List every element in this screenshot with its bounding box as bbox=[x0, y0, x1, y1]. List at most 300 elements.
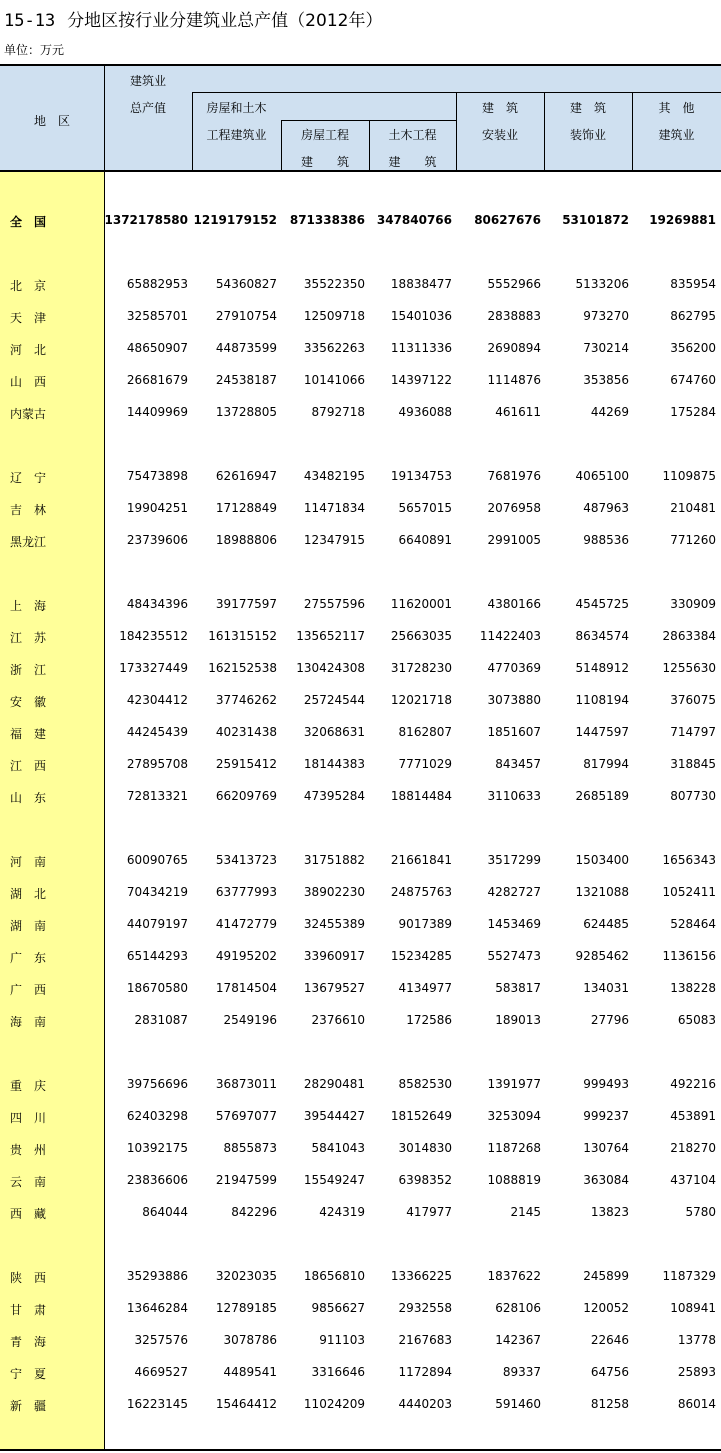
header-other-line2: 建筑业 bbox=[658, 128, 695, 142]
header-install-line1: 建 筑 bbox=[481, 101, 518, 115]
table-cell: 318845 bbox=[670, 757, 716, 771]
region-name: 青 海 bbox=[10, 1335, 47, 1349]
table-cell: 1453469 bbox=[487, 917, 541, 931]
table-cell: 6398352 bbox=[398, 1173, 452, 1187]
table-cell: 28290481 bbox=[303, 1077, 365, 1091]
table-cell: 376075 bbox=[670, 693, 716, 707]
table-cell: 862795 bbox=[670, 309, 716, 323]
table-row bbox=[0, 1068, 721, 1100]
table-cell: 730214 bbox=[583, 341, 629, 355]
table-cell: 15464412 bbox=[215, 1397, 277, 1411]
table-cell: 1447597 bbox=[575, 725, 629, 739]
header-housing-line2: 建 筑 bbox=[300, 155, 349, 169]
table-cell: 42304412 bbox=[126, 693, 188, 707]
table-cell: 89337 bbox=[502, 1365, 541, 1379]
table-cell: 18988806 bbox=[215, 533, 277, 547]
table-cell: 18656810 bbox=[303, 1269, 365, 1283]
table-cell: 49195202 bbox=[215, 949, 277, 963]
table-cell: 12021718 bbox=[390, 693, 452, 707]
table-row bbox=[0, 748, 721, 780]
table-cell: 1851607 bbox=[487, 725, 541, 739]
table-row bbox=[0, 1196, 721, 1228]
table-cell: 1136156 bbox=[662, 949, 716, 963]
region-name: 黑龙江 bbox=[10, 535, 47, 549]
table-cell: 108941 bbox=[670, 1301, 716, 1315]
table-cell: 40231438 bbox=[215, 725, 277, 739]
table-cell: 15401036 bbox=[390, 309, 452, 323]
region-name: 天 津 bbox=[10, 311, 47, 325]
table-cell: 53413723 bbox=[215, 853, 277, 867]
table-cell: 25663035 bbox=[390, 629, 452, 643]
header-install-line2: 安装业 bbox=[481, 128, 518, 142]
table-row bbox=[0, 332, 721, 364]
table-cell: 25893 bbox=[677, 1365, 716, 1379]
table-cell: 48650907 bbox=[126, 341, 188, 355]
table-cell: 210481 bbox=[670, 501, 716, 515]
table-cell: 999493 bbox=[583, 1077, 629, 1091]
region-name: 北 京 bbox=[10, 279, 47, 293]
table-cell: 12347915 bbox=[303, 533, 365, 547]
table-cell: 674760 bbox=[670, 373, 716, 387]
table-cell: 65083 bbox=[677, 1013, 716, 1027]
table-cell: 13366225 bbox=[390, 1269, 452, 1283]
table-cell: 583817 bbox=[495, 981, 541, 995]
table-cell: 189013 bbox=[495, 1013, 541, 1027]
table-row bbox=[0, 620, 721, 652]
table-cell: 39544427 bbox=[303, 1109, 365, 1123]
table-row bbox=[0, 684, 721, 716]
table-cell: 1837622 bbox=[487, 1269, 541, 1283]
table-cell: 5657015 bbox=[398, 501, 452, 515]
region-name: 甘 肃 bbox=[10, 1303, 47, 1317]
table-cell: 53101872 bbox=[562, 213, 629, 227]
table-header bbox=[0, 64, 721, 172]
table-cell: 2167683 bbox=[398, 1333, 452, 1347]
table-cell: 120052 bbox=[583, 1301, 629, 1315]
table-cell: 3517299 bbox=[487, 853, 541, 867]
table-cell: 492216 bbox=[670, 1077, 716, 1091]
table-cell: 1656343 bbox=[662, 853, 716, 867]
table-cell: 4134977 bbox=[398, 981, 452, 995]
table-row-national-total bbox=[0, 204, 721, 236]
table-cell: 27796 bbox=[590, 1013, 629, 1027]
table-cell: 15234285 bbox=[390, 949, 452, 963]
table-cell: 33960917 bbox=[303, 949, 365, 963]
table-cell: 65144293 bbox=[126, 949, 188, 963]
header-region: 地 区 bbox=[33, 114, 70, 128]
table-row bbox=[0, 364, 721, 396]
table-cell: 21661841 bbox=[390, 853, 452, 867]
table-row bbox=[0, 876, 721, 908]
table-cell: 2376610 bbox=[311, 1013, 365, 1027]
region-name: 新 疆 bbox=[10, 1399, 47, 1413]
region-name: 浙 江 bbox=[10, 663, 47, 677]
table-cell: 7681976 bbox=[487, 469, 541, 483]
table-cell: 172586 bbox=[406, 1013, 452, 1027]
table-cell: 624485 bbox=[583, 917, 629, 931]
table-cell: 1108194 bbox=[575, 693, 629, 707]
table-cell: 871338386 bbox=[289, 213, 365, 227]
table-cell: 363084 bbox=[583, 1173, 629, 1187]
header-decor-line2: 装饰业 bbox=[569, 128, 606, 142]
table-cell: 864044 bbox=[142, 1205, 188, 1219]
table-cell: 13778 bbox=[677, 1333, 716, 1347]
table-cell: 35522350 bbox=[303, 277, 365, 291]
table-cell: 44873599 bbox=[215, 341, 277, 355]
table-row bbox=[0, 588, 721, 620]
table-cell: 4380166 bbox=[487, 597, 541, 611]
region-name: 湖 南 bbox=[10, 919, 47, 933]
table-cell: 8634574 bbox=[575, 629, 629, 643]
table-cell: 26681679 bbox=[126, 373, 188, 387]
table-cell: 64756 bbox=[590, 1365, 629, 1379]
table-row bbox=[0, 1132, 721, 1164]
table-cell: 453891 bbox=[670, 1109, 716, 1123]
table-cell: 41472779 bbox=[215, 917, 277, 931]
table-cell: 184235512 bbox=[119, 629, 188, 643]
table-cell: 5841043 bbox=[311, 1141, 365, 1155]
table-cell: 17128849 bbox=[215, 501, 277, 515]
region-name: 贵 州 bbox=[10, 1143, 47, 1157]
table-cell: 4282727 bbox=[487, 885, 541, 899]
table-cell: 528464 bbox=[670, 917, 716, 931]
table-cell: 424319 bbox=[319, 1205, 365, 1219]
table-cell: 11471834 bbox=[303, 501, 365, 515]
table-row bbox=[0, 524, 721, 556]
table-cell: 134031 bbox=[583, 981, 629, 995]
header-housing-civil-line1: 房屋和土木 bbox=[206, 101, 267, 115]
table-cell: 135652117 bbox=[296, 629, 365, 643]
table-cell: 17814504 bbox=[215, 981, 277, 995]
table-cell: 3073880 bbox=[487, 693, 541, 707]
table-cell: 3257576 bbox=[134, 1333, 188, 1347]
table-cell: 35293886 bbox=[126, 1269, 188, 1283]
table-cell: 130764 bbox=[583, 1141, 629, 1155]
table-cell: 330909 bbox=[670, 597, 716, 611]
table-cell: 32455389 bbox=[303, 917, 365, 931]
table-cell: 32023035 bbox=[215, 1269, 277, 1283]
region-name: 广 西 bbox=[10, 983, 47, 997]
table-cell: 62403298 bbox=[126, 1109, 188, 1123]
table-cell: 32585701 bbox=[126, 309, 188, 323]
table-cell: 1391977 bbox=[487, 1077, 541, 1091]
table-cell: 8792718 bbox=[311, 405, 365, 419]
table-row bbox=[0, 460, 721, 492]
table-cell: 11422403 bbox=[479, 629, 541, 643]
table-cell: 57697077 bbox=[215, 1109, 277, 1123]
table-cell: 81258 bbox=[590, 1397, 629, 1411]
table-cell: 12789185 bbox=[215, 1301, 277, 1315]
table-cell: 4065100 bbox=[575, 469, 629, 483]
table-cell: 3316646 bbox=[311, 1365, 365, 1379]
table-row bbox=[0, 652, 721, 684]
header-total-line2: 总产值 bbox=[129, 101, 166, 115]
table-row bbox=[0, 300, 721, 332]
table-cell: 5527473 bbox=[487, 949, 541, 963]
table-cell: 10141066 bbox=[303, 373, 365, 387]
table-cell: 13646284 bbox=[126, 1301, 188, 1315]
table-cell: 1114876 bbox=[487, 373, 541, 387]
table-cell: 1503400 bbox=[575, 853, 629, 867]
table-cell: 4936088 bbox=[398, 405, 452, 419]
table-cell: 66209769 bbox=[215, 789, 277, 803]
table-cell: 37746262 bbox=[215, 693, 277, 707]
table-cell: 591460 bbox=[495, 1397, 541, 1411]
table-cell: 1172894 bbox=[398, 1365, 452, 1379]
table-cell: 4489541 bbox=[223, 1365, 277, 1379]
region-name: 江 苏 bbox=[10, 631, 47, 645]
header-housing-line1: 房屋工程 bbox=[300, 128, 349, 142]
table-cell: 75473898 bbox=[126, 469, 188, 483]
table-cell: 25724544 bbox=[303, 693, 365, 707]
header-civil-line2: 建 筑 bbox=[388, 155, 437, 169]
table-cell: 2145 bbox=[510, 1205, 541, 1219]
table-cell: 44079197 bbox=[126, 917, 188, 931]
table-cell: 175284 bbox=[670, 405, 716, 419]
table-cell: 19904251 bbox=[126, 501, 188, 515]
table-row bbox=[0, 716, 721, 748]
table-cell: 2863384 bbox=[662, 629, 716, 643]
table-cell: 8855873 bbox=[223, 1141, 277, 1155]
table-cell: 3014830 bbox=[398, 1141, 452, 1155]
table-cell: 162152538 bbox=[208, 661, 277, 675]
table-cell: 843457 bbox=[495, 757, 541, 771]
table-cell: 13728805 bbox=[215, 405, 277, 419]
table-cell: 60090765 bbox=[126, 853, 188, 867]
table-cell: 63777993 bbox=[215, 885, 277, 899]
table-cell: 835954 bbox=[670, 277, 716, 291]
table-cell: 48434396 bbox=[126, 597, 188, 611]
table-cell: 44269 bbox=[590, 405, 629, 419]
region-name: 全 国 bbox=[10, 215, 47, 229]
table-cell: 2690894 bbox=[487, 341, 541, 355]
table-cell: 25915412 bbox=[215, 757, 277, 771]
table-cell: 47395284 bbox=[303, 789, 365, 803]
table-row bbox=[0, 972, 721, 1004]
table-cell: 8582530 bbox=[398, 1077, 452, 1091]
table-cell: 5552966 bbox=[487, 277, 541, 291]
table-cell: 1255630 bbox=[662, 661, 716, 675]
table-cell: 356200 bbox=[670, 341, 716, 355]
table-cell: 18152649 bbox=[390, 1109, 452, 1123]
table-cell: 1321088 bbox=[575, 885, 629, 899]
table-cell: 2932558 bbox=[398, 1301, 452, 1315]
table-cell: 173327449 bbox=[119, 661, 188, 675]
table-cell: 27895708 bbox=[126, 757, 188, 771]
table-cell: 138228 bbox=[670, 981, 716, 995]
table-cell: 9017389 bbox=[398, 917, 452, 931]
table-cell: 988536 bbox=[583, 533, 629, 547]
table-cell: 771260 bbox=[670, 533, 716, 547]
table-cell: 27557596 bbox=[303, 597, 365, 611]
page-title bbox=[4, 6, 382, 31]
region-name: 山 东 bbox=[10, 791, 47, 805]
region-name: 河 南 bbox=[10, 855, 47, 869]
table-row bbox=[0, 268, 721, 300]
table-row bbox=[0, 1100, 721, 1132]
table-cell: 2838883 bbox=[487, 309, 541, 323]
table-cell: 22646 bbox=[590, 1333, 629, 1347]
table-cell: 14397122 bbox=[390, 373, 452, 387]
table-row bbox=[0, 780, 721, 812]
table-cell: 628106 bbox=[495, 1301, 541, 1315]
table-cell: 13679527 bbox=[303, 981, 365, 995]
table-cell: 218270 bbox=[670, 1141, 716, 1155]
table-row bbox=[0, 1004, 721, 1036]
header-civil-line1: 土木工程 bbox=[388, 128, 437, 142]
table-cell: 911103 bbox=[319, 1333, 365, 1347]
table-cell: 86014 bbox=[677, 1397, 716, 1411]
table-cell: 54360827 bbox=[215, 277, 277, 291]
table-cell: 9856627 bbox=[311, 1301, 365, 1315]
table-row bbox=[0, 1388, 721, 1420]
table-cell: 714797 bbox=[670, 725, 716, 739]
table-cell: 2685189 bbox=[575, 789, 629, 803]
table-row bbox=[0, 1292, 721, 1324]
table-cell: 11620001 bbox=[390, 597, 452, 611]
table-cell: 11024209 bbox=[303, 1397, 365, 1411]
table-cell: 1187268 bbox=[487, 1141, 541, 1155]
table-cell: 347840766 bbox=[376, 213, 452, 227]
table-cell: 4770369 bbox=[487, 661, 541, 675]
table-cell: 5780 bbox=[685, 1205, 716, 1219]
table-row bbox=[0, 1356, 721, 1388]
table-cell: 44245439 bbox=[126, 725, 188, 739]
table-cell: 1187329 bbox=[662, 1269, 716, 1283]
table-cell: 24538187 bbox=[215, 373, 277, 387]
region-name: 安 徽 bbox=[10, 695, 47, 709]
table-cell: 10392175 bbox=[126, 1141, 188, 1155]
table-cell: 39177597 bbox=[215, 597, 277, 611]
region-name: 西 藏 bbox=[10, 1207, 47, 1221]
table-cell: 11311336 bbox=[390, 341, 452, 355]
region-name: 陕 西 bbox=[10, 1271, 47, 1285]
region-name: 重 庆 bbox=[10, 1079, 47, 1093]
table-cell: 2831087 bbox=[134, 1013, 188, 1027]
table-cell: 4545725 bbox=[575, 597, 629, 611]
table-cell: 38902230 bbox=[303, 885, 365, 899]
table-cell: 16223145 bbox=[126, 1397, 188, 1411]
region-name: 山 西 bbox=[10, 375, 47, 389]
table-cell: 6640891 bbox=[398, 533, 452, 547]
table-cell: 21947599 bbox=[215, 1173, 277, 1187]
table-row bbox=[0, 908, 721, 940]
table-cell: 973270 bbox=[583, 309, 629, 323]
region-name: 云 南 bbox=[10, 1175, 47, 1189]
region-name: 湖 北 bbox=[10, 887, 47, 901]
table-cell: 18144383 bbox=[303, 757, 365, 771]
table-cell: 24875763 bbox=[390, 885, 452, 899]
table-cell: 353856 bbox=[583, 373, 629, 387]
table-cell: 842296 bbox=[231, 1205, 277, 1219]
header-decor-line1: 建 筑 bbox=[569, 101, 606, 115]
table-cell: 3078786 bbox=[223, 1333, 277, 1347]
table-cell: 43482195 bbox=[303, 469, 365, 483]
table-cell: 142367 bbox=[495, 1333, 541, 1347]
table-cell: 15549247 bbox=[303, 1173, 365, 1187]
table-cell: 31728230 bbox=[390, 661, 452, 675]
table-cell: 1109875 bbox=[662, 469, 716, 483]
table-row bbox=[0, 1324, 721, 1356]
table-cell: 32068631 bbox=[303, 725, 365, 739]
table-row bbox=[0, 1164, 721, 1196]
table-cell: 62616947 bbox=[215, 469, 277, 483]
region-name: 福 建 bbox=[10, 727, 47, 741]
table-cell: 437104 bbox=[670, 1173, 716, 1187]
table-cell: 4669527 bbox=[134, 1365, 188, 1379]
table-cell: 161315152 bbox=[208, 629, 277, 643]
header-housing-civil-line2: 工程建筑业 bbox=[206, 128, 267, 142]
region-name: 四 川 bbox=[10, 1111, 47, 1125]
table-cell: 72813321 bbox=[126, 789, 188, 803]
table-cell: 1219179152 bbox=[193, 213, 277, 227]
table-row bbox=[0, 492, 721, 524]
table-cell: 2076958 bbox=[487, 501, 541, 515]
table-cell: 13823 bbox=[590, 1205, 629, 1219]
table-cell: 27910754 bbox=[215, 309, 277, 323]
table-cell: 18814484 bbox=[390, 789, 452, 803]
table-cell: 18838477 bbox=[390, 277, 452, 291]
table-cell: 65882953 bbox=[126, 277, 188, 291]
table-number: 15-13 bbox=[4, 11, 56, 31]
table-cell: 80627676 bbox=[474, 213, 541, 227]
table-cell: 999237 bbox=[583, 1109, 629, 1123]
region-name: 河 北 bbox=[10, 343, 47, 357]
region-name: 内蒙古 bbox=[10, 407, 47, 421]
table-cell: 14409969 bbox=[126, 405, 188, 419]
table-cell: 7771029 bbox=[398, 757, 452, 771]
table-cell: 487963 bbox=[583, 501, 629, 515]
table-cell: 3253094 bbox=[487, 1109, 541, 1123]
table-cell: 245899 bbox=[583, 1269, 629, 1283]
region-name: 吉 林 bbox=[10, 503, 47, 517]
table-cell: 5148912 bbox=[575, 661, 629, 675]
table-cell: 9285462 bbox=[575, 949, 629, 963]
table-cell: 461611 bbox=[495, 405, 541, 419]
table-cell: 3110633 bbox=[487, 789, 541, 803]
table-row bbox=[0, 844, 721, 876]
table-cell: 1052411 bbox=[662, 885, 716, 899]
table-cell: 31751882 bbox=[303, 853, 365, 867]
region-name: 上 海 bbox=[10, 599, 47, 613]
table-cell: 18670580 bbox=[126, 981, 188, 995]
table-cell: 70434219 bbox=[126, 885, 188, 899]
table-cell: 4440203 bbox=[398, 1397, 452, 1411]
region-name: 广 东 bbox=[10, 951, 47, 965]
table-cell: 1088819 bbox=[487, 1173, 541, 1187]
table-cell: 5133206 bbox=[575, 277, 629, 291]
table-row bbox=[0, 396, 721, 428]
region-name: 海 南 bbox=[10, 1015, 47, 1029]
table-cell: 130424308 bbox=[296, 661, 365, 675]
table-cell: 817994 bbox=[583, 757, 629, 771]
table-cell: 8162807 bbox=[398, 725, 452, 739]
table-cell: 12509718 bbox=[303, 309, 365, 323]
header-other-line1: 其 他 bbox=[658, 101, 695, 115]
table-row bbox=[0, 940, 721, 972]
table-bottom-border bbox=[0, 1449, 721, 1451]
table-row bbox=[0, 1260, 721, 1292]
table-cell: 36873011 bbox=[215, 1077, 277, 1091]
header-total-line1: 建筑业 bbox=[129, 74, 166, 88]
table-cell: 417977 bbox=[406, 1205, 452, 1219]
region-name: 宁 夏 bbox=[10, 1367, 47, 1381]
region-name: 辽 宁 bbox=[10, 471, 47, 485]
region-name: 江 西 bbox=[10, 759, 47, 773]
table-cell: 2991005 bbox=[487, 533, 541, 547]
table-cell: 23739606 bbox=[126, 533, 188, 547]
table-cell: 807730 bbox=[670, 789, 716, 803]
